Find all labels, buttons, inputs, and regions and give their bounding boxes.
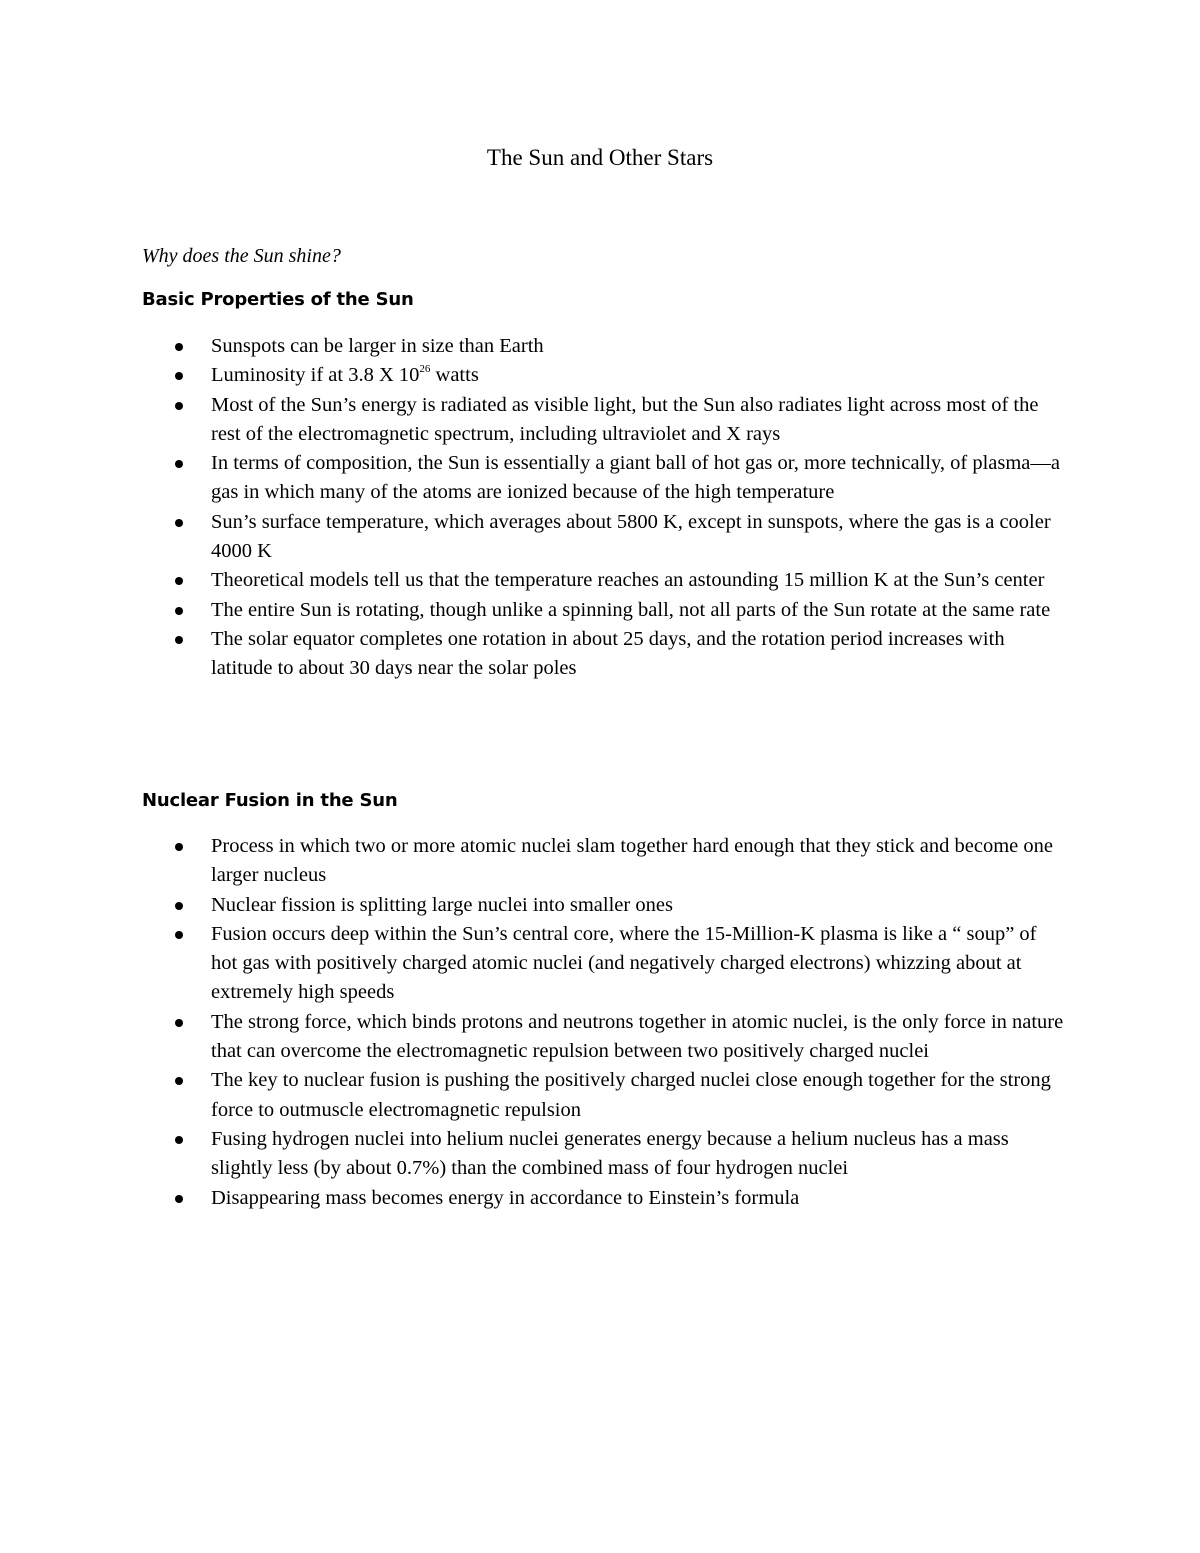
bullet-icon [175,519,183,527]
list-item [0,596,1066,625]
list-item [0,566,1066,595]
bullet-icon [175,1019,183,1027]
bullet-icon [175,843,183,851]
document-title: The Sun and Other Stars [486,145,714,170]
basic-properties-list [0,332,1200,684]
list-item [0,1066,1066,1125]
list-item-text: Process in which two or more atomic nuclei slam together hard enough that they stick and become one larger nucleus [211,835,1053,887]
heading-nuclear-fusion: Nuclear Fusion in the Sun [142,790,398,811]
list-item-text: Disappearing mass becomes energy in accordance to Einstein’s formula [211,1186,800,1209]
bullet-icon [175,607,183,615]
list-item [0,1184,1066,1213]
list-item [0,1125,1066,1184]
list-item [0,625,1066,684]
bullet-icon [175,402,183,410]
list-item-text: Most of the Sun’s energy is radiated as visible light, but the Sun also radiates light across most of the rest of the electromagnetic spectrum, including ultraviolet and X rays [211,393,1039,445]
heading-basic-properties: Basic Properties of the Sun [142,289,414,310]
list-item-text: Sunspots can be larger in size than Earth [211,335,544,357]
list-item [0,832,1066,891]
bullet-icon [175,636,183,644]
bullet-icon [175,460,183,468]
list-item [0,891,1066,920]
bullet-icon [175,343,183,351]
list-item-text: Nuclear fission is splitting large nuclei into smaller ones [211,893,673,916]
list-item-text: The key to nuclear fusion is pushing the positively charged nuclei close enough together for the strong force to outmuscle electromagnetic repulsion [211,1069,1051,1121]
list-item [0,332,1066,361]
list-item-text: The entire Sun is rotating, though unlike a spinning ball, not all parts of the Sun rotate at the same rate [211,598,1051,621]
list-item-text: The strong force, which binds protons and neutrons together in atomic nuclei, is the only force in nature that can overcome the electromagnetic repulsion between two positively charged nuclei [211,1010,1064,1063]
bullet-icon [175,1077,183,1085]
list-item [0,1008,1066,1067]
list-item-text: Fusing hydrogen nuclei into helium nuclei generates energy because a helium nucleus has a mass slightly less (by about 0.7%) than the combined mass of four hydrogen nuclei [211,1127,1009,1180]
list-item [0,449,1066,508]
luminosity-exponent: 26 [419,363,431,376]
list-item-text: In terms of composition, the Sun is essentially a giant ball of hot gas or, more technically, of plasma—a gas in which many of the atoms are ionized because of the high temperature [211,452,1060,504]
list-item-text: Theoretical models tell us that the temperature reaches an astounding 15 million K at the Sun’s center [211,569,1045,592]
bullet-icon [175,372,183,380]
bullet-icon [175,931,183,939]
list-item [0,920,1066,1008]
list-item-text: Fusion occurs deep within the Sun’s central core, where the 15-Million-K plasma is like a “ soup” of hot gas with positively charged atomic nuclei (and negatively charged electrons) whizzing about at extremely high speeds [211,922,1037,1004]
bullet-icon [175,1136,183,1144]
bullet-icon [175,577,183,585]
section-question: Why does the Sun shine? [142,245,341,267]
list-item [0,508,1066,567]
list-item-text: Luminosity if at 3.8 X 10 [211,364,420,387]
luminosity-unit: watts [430,364,479,387]
nuclear-fusion-list [0,832,1200,1213]
list-item [0,361,1066,390]
bullet-icon [175,902,183,910]
list-item [0,391,1066,450]
list-item-text: Sun’s surface temperature, which averages about 5800 K, except in sunspots, where the gas is a cooler 4000 K [211,510,1051,563]
list-item-text: The solar equator completes one rotation in about 25 days, and the rotation period increases with latitude to about 30 days near the solar poles [211,627,1005,680]
bullet-icon [175,1195,183,1203]
